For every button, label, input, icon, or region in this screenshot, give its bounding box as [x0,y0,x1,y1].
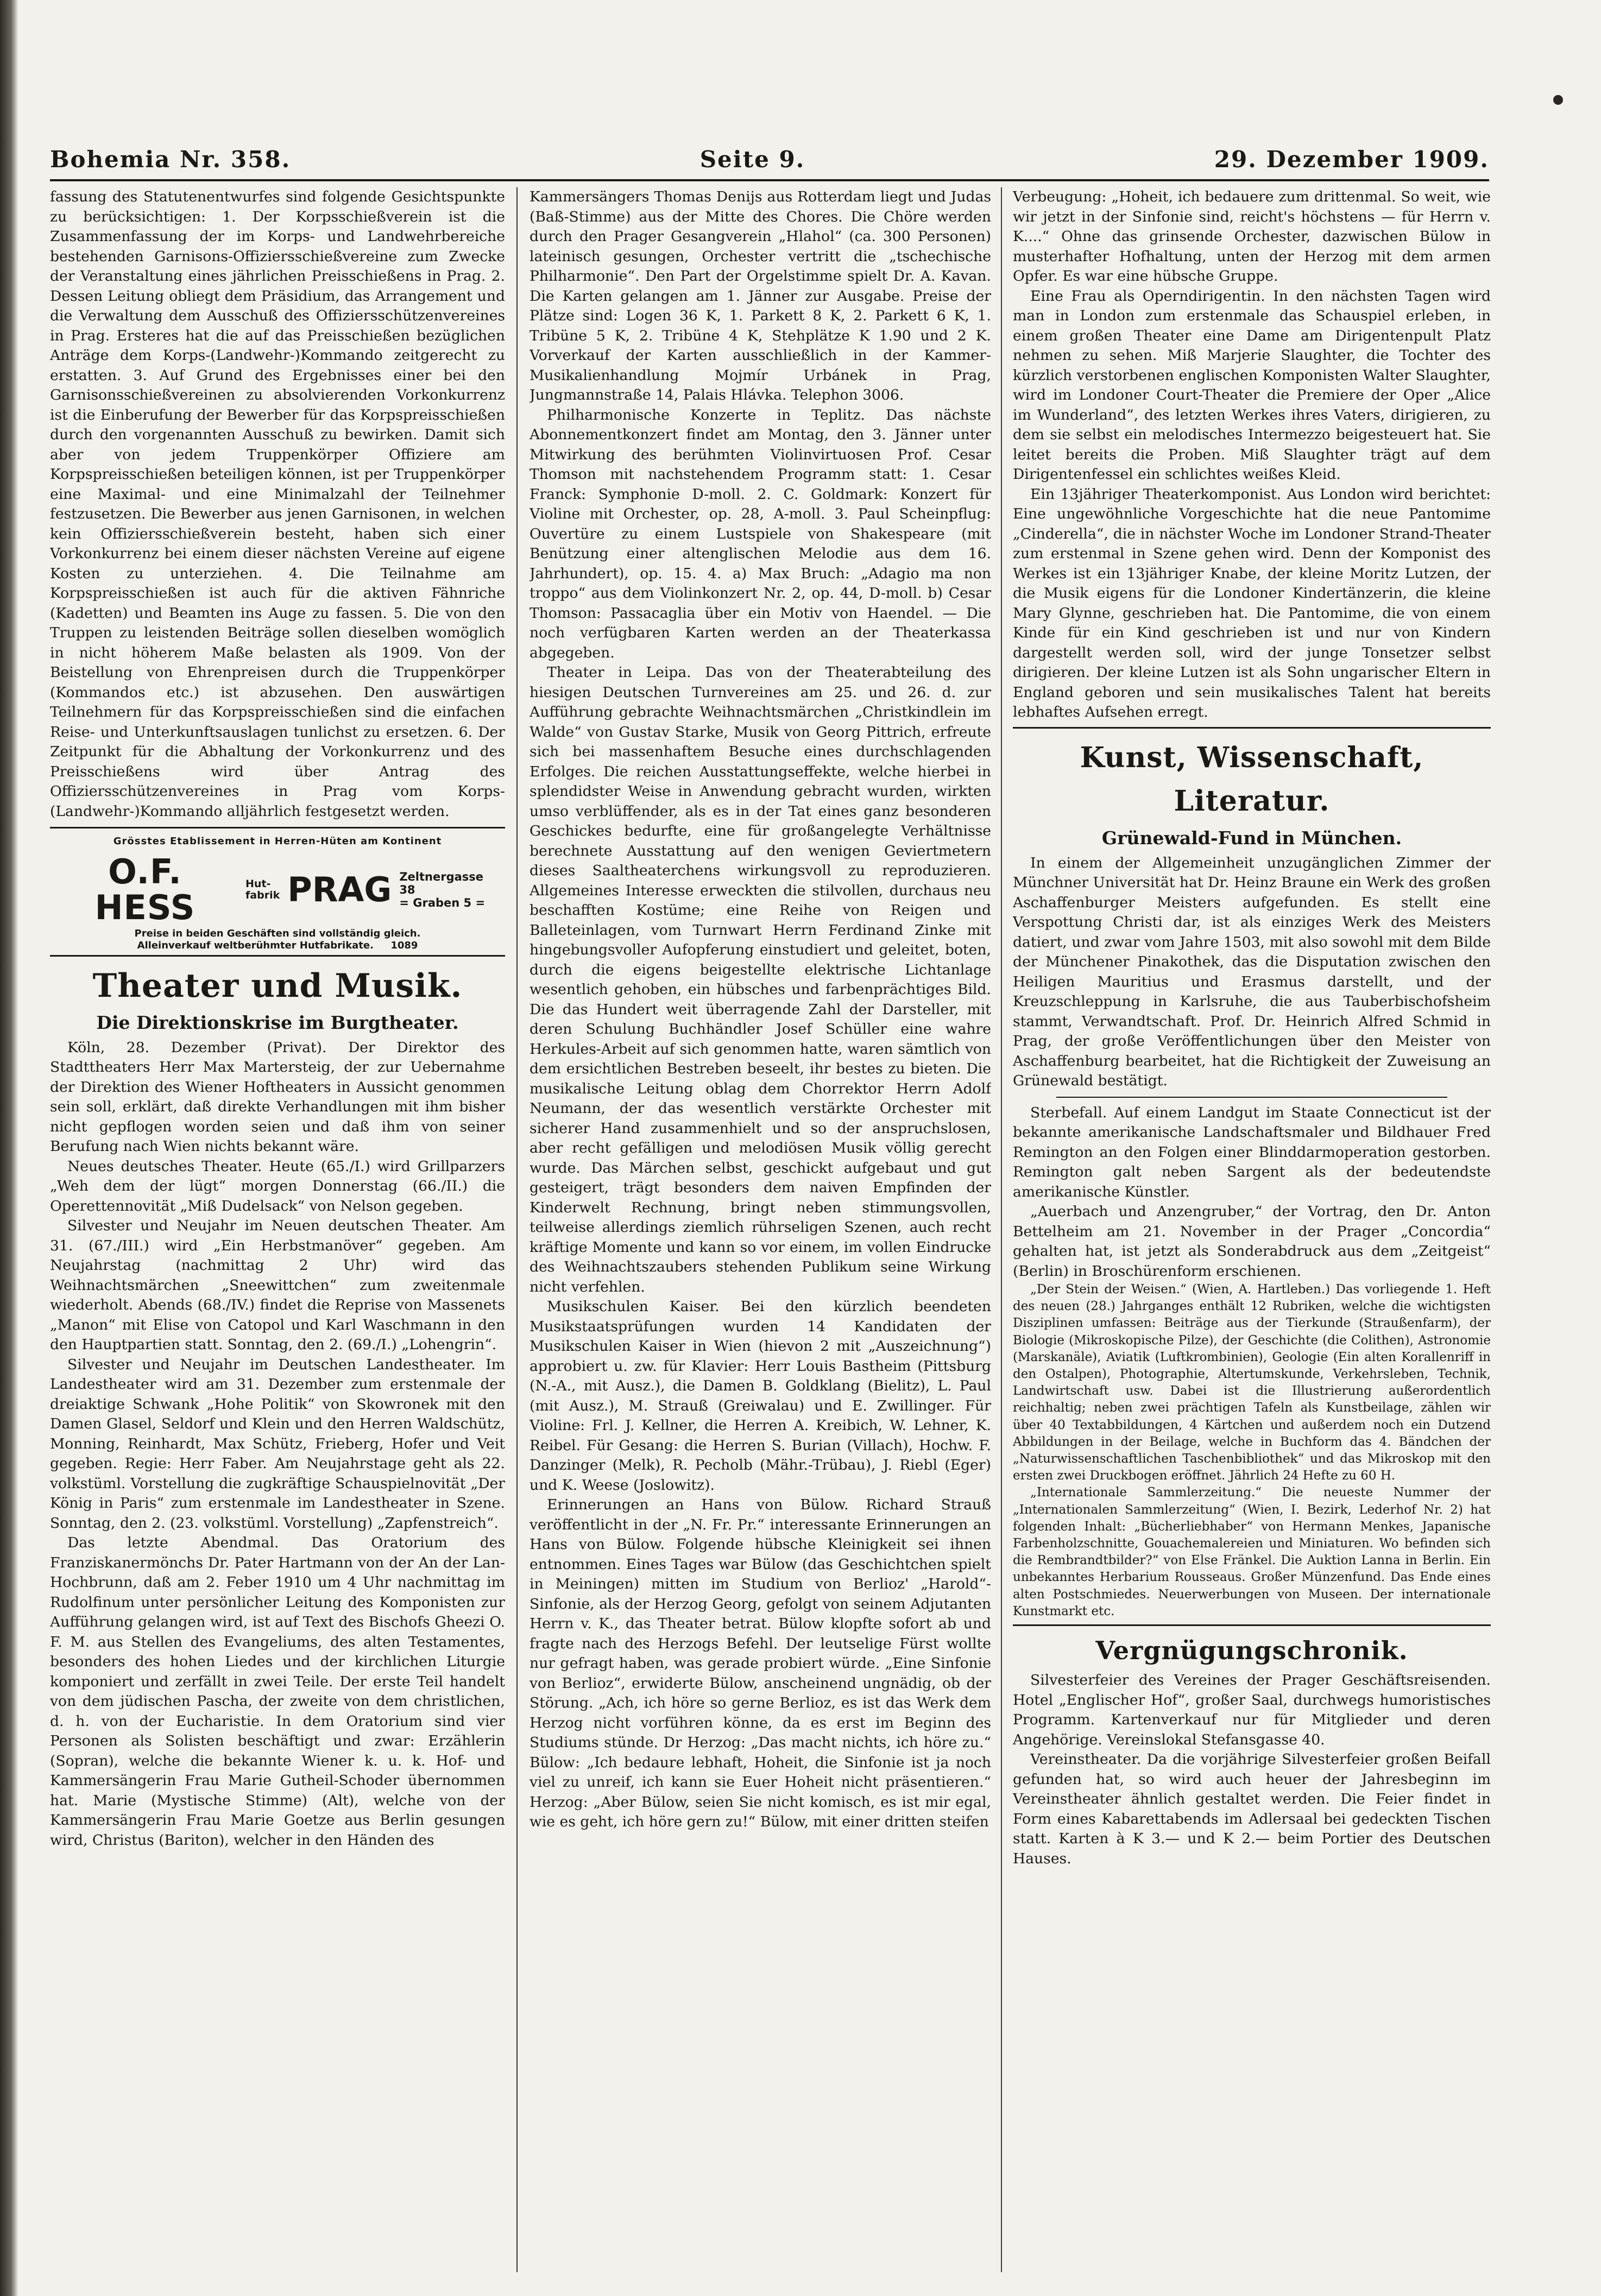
section-rule [1013,1624,1491,1626]
ad-headline: Grösstes Etablissement in Herren-Hüten am Kontinent [113,836,442,847]
article-paragraph: Musikschulen Kaiser. Bei den kürzlich beendeten Musikstaatsprüfungen wurden 14 Kandidaten der Musikschulen Kaiser in Wien (hievon 2 mit „Auszeichnung“) approbiert u. zw. für Klavier: Herr Louis Bastheim (Pittsburg (N.-A., mit Ausz.), die Damen B. Goldklang (Bielitz), L. Paul (mit Ausz.), M. Strauß (Greiwalau) und E. Zwillinger. Für Violine: Frl. J. Kellner, die Herren A. Kreibich, W. Lehner, K. Reibel. Für Gesang: die Herren S. Burian (Villach), Hochw. F. Danzinger (Melk), R. Pecholb (Mähr.-Trübau), J. Riebl (Eger) und K. Weese (Joslowitz). [530,1298,991,1494]
article-divider [1056,1097,1447,1098]
ad-firm-name: O.F. HESS [94,851,196,927]
article-paragraph: Eine Frau als Operndirigentin. In den nächsten Tagen wird man in London zum erstenmale das Schauspiel erleben, in einem großen Theater eine Dame am Dirigentenpult Platz nehmen zu sehen. Miß Marjerie Slaughter, die Tochter des kürzlich verstorbenen englischen Komponisten Walter Slaughter, wird im Londoner Court-Theater die Premiere der Oper „Alice im Wunderland“, des letzten Werkes ihres Vaters, dirigieren, zu dem sie selbst ein melodisches Intermezzo beigesteuert hat. Sie leitet bereits die Proben. Miß Slaughter trägt auf dem Dirigentenfessel ein schlichtes weißes Kleid. [1013,287,1491,483]
column-rule [1001,187,1002,2272]
ad-sole-agency: Alleinverkauf weltberühmter Hutfabrikate. [137,939,374,951]
section-title-kunst: Kunst, Wissenschaft, Literatur. [1080,741,1424,818]
article-headline: Grünewald-Fund in München. [1101,827,1402,849]
section-title-theater: Theater und Musik. [92,966,463,1005]
column-1 [50,187,505,2272]
ad-price-note: Preise in beiden Geschäften sind vollständig gleich. [134,927,421,939]
article-paragraph: In einem der Allgemeinheit unzugänglichen Zimmer der Münchner Universität hat Dr. Heinz Braune ein Werk des großen Aschaffenburger Meisters aufgefunden. Es stellt eine Verspottung Christi dar, ist als einziges Werk des Meisters datiert, und zwar vom Jahre 1503, mit also sowohl mit dem Bilde der Münchener Pinakothek, das die Disputation zwischen den Heiligen Mauritius und Erasmus darstellt, und der Kreuzschleppung in Karlsruhe, die aus Tauberbischofsheim stammt, Verwandtschaft. Prof. Dr. Heinrich Alfred Schmid in Prag, der große Veröffentlichungen über den Meister von Aschaffenburg bearbeitet, hat die Richtigkeit der Zuweisung an Grünewald bestätigt. [1013,854,1491,1089]
article-paragraph: Theater in Leipa. Das von der Theaterabteilung des hiesigen Deutschen Turnvereines am 25. und 26. d. zur Aufführung gebrachte Weihnachtsmärchen „Christkindlein im Walde“ von Gustav Starke, Musik von Georg Pittrich, erfreute sich bei massenhaftem Besuche eines durchschlagenden Erfolges. Die reichen Ausstattungseffekte, welche hierbei in splendidster Weise in Anwendung gebracht wurden, wirkten umso verblüffender, als es in der Tat eines ganz besonderen Geschickes bedurfte, eine für großangelegte Verhältnisse berechnete Ausstattung auf den wenigen Geviertmetern dieses Saaltheaterchens wirkungsvoll zu reproduzieren. Allgemeines Interesse erweckten die stilvollen, durchaus neu beschafften Kostüme; eine Reihe von Reigen und Balleteinlagen, vom Turnwart Herrn Ferdinand Zinke mit hingebungsvoller Aufopferung einstudiert und geleitet, boten, durch die eigens beigestellte elektrische Lichtanlage wesentlich gehoben, ein hübsches und farbenprächtiges Bild. Die das Hundert weit überragende Zahl der Darsteller, mit deren Schulung Buchhändler Josef Schüller eine wahre Herkules-Arbeit auf sich genommen hatte, waren sämtlich von dem ersichtlichen Bestreben beseelt, ihr bestes zu bieten. Die musikalische Leitung oblag dem Chorrektor Herrn Adolf Neumann, der das wesentlich verstärkte Orchester mit sicherer Hand zusammenhielt und so der anspruchslosen, aber recht gefälligen und melodiösen Musik völlig gerecht wurde. Das Märchen selbst, geschickt aufgebaut und gut gesteigert, trägt besonders dem naiven Empfinden der Kinderwelt Rechnung, bringt neben stimmungsvollen, teilweise allerdings ziemlich rührseligen Szenen, auch recht kräftige Momente und kann so vor einem, im vollen Eindrucke des Weihnachtszaubers stehenden Publikum seine Wirkung nicht verfehlen. [530,664,991,1295]
article-paragraph: Das letzte Abendmal. Das Oratorium des Franziskanermönchs Dr. Pater Hartmann von der An der Lan-Hochbrunn, daß am 2. Feber 1910 um 4 Uhr nachmittag im Rudolfinum unter persönlicher Leitung des Komponisten zur Aufführung gelangen wird, ist auf Text des Bischofs Gheezi O. F. M. aus Stellen des Evangeliums, des alten Testamentes, besonders des hohen Liedes und der kirchlichen Liturgie komponiert und zerfällt in zwei Teile. Der erste Teil handelt von dem jüdischen Pascha, der zweite von dem christlichen, d. h. von der Eucharistie. In dem Oratorium sind vier Personen als Solisten beschäftigt und zwar: Erzählerin (Sopran), welche die bekannte Wiener k. u. k. Hof- und Kammersängerin Frau Marie Gutheil-Schoder übernommen hat. Marie (Mystische Stimme) (Alt), welche von der Kammersängerin Frau Marie Goetze aus Berlin gesungen wird, Christus (Bariton), welcher in den Händen des [50,1534,505,1849]
ink-dot [1553,95,1563,105]
ad-firm-type-1: Hut- [245,877,271,890]
column-2 [530,187,991,2272]
article-paragraph: Silvesterfeier des Vereines der Prager Geschäftsreisenden. Hotel „Englischer Hof“, großer Saal, durchwegs humoristisches Programm. Kartenverkauf nur für Mitglieder und deren Angehörige. Vereinslokal Stefansgasse 40. [1013,1672,1491,1748]
article-paragraph: Erinnerungen an Hans von Bülow. Richard Strauß veröffentlicht in der „N. Fr. Pr.“ interessante Erinnerungen an Hans von Bülow. Folgende hübsche Kleinigkeit sei ihnen entnommen. Eines Tages war Bülow (das Geschichtchen spielt in Meiningen) mitten im Studium von Berlioz' „Harold“-Sinfonie, als der Herzog Georg, gefolgt von seinem Adjutanten Herrn v. K., das Theater betrat. Bülow klopfte sofort ab und fragte nach des Herzogs Befehl. Der leutselige Fürst wollte nur gefragt haben, was gerade probiert würde. „Eine Sinfonie von Berlioz“, erwiderte Bülow, anscheinend ungnädig, ob der Störung. „Ach, ich höre so gerne Berlioz, es ist das Werk dem Herzog nicht vorführen könne, da es erst im Beginn des Studiums stünde. Dr Herzog: „Das macht nichts, ich höre zu.“ Bülow: „Ich bedaure lebhaft, Hoheit, die Sinfonie ist ja noch viel zu unreif, ich kann sie Euer Hoheit nicht präsentieren.“ Herzog: „Aber Bülow, seien Sie nicht komisch, es ist mir egal, wie es geht, ich höre gern zu!“ Bülow, mit einer dritten steifen [530,1496,991,1830]
section-rule [1013,727,1491,729]
header-date: 29. Dezember 1909. [1214,146,1489,173]
article-paragraph: „Auerbach und Anzengruber,“ der Vortrag, den Dr. Anton Bettelheim am 21. November in der Prager „Concordia“ gehalten hat, ist jetzt als Sonderabdruck aus dem „Zeitgeist“ (Berlin) in Broschürenform erschienen. [1013,1203,1491,1280]
ad-firm-type-2: fabrik [245,889,280,901]
article-paragraph: Silvester und Neujahr im Neuen deutschen Theater. Am 31. (67./III.) wird „Ein Herbstmanöver“ gegeben. Am Neujahrstag (nachmittag 2 Uhr) wird das Weihnachtsmärchen „Sneewittchen“ zum zweitenmale wiederholt. Abends (68./IV.) findet die Reprise von Massenets „Manon“ mit Elise von Catopol und Karl Waschmann in den den Hauptpartien statt. Sonntag, den 2. (69./I.) „Lohengrin“. [50,1217,505,1353]
article-paragraph: fassung des Statutenentwurfes sind folgende Gesichtspunkte zu berücksichtigen: 1. Der Korpsschießverein ist die Zusammenfassung der im Korps- und Landwehrbereiche bestehenden Garnisons-Offiziersschießvereine zum Zwecke der Veranstaltung eines jährlichen Preisschießens in Prag. 2. Dessen Leitung obliegt dem Präsidium, das Arrangement und die Verwaltung dem Ausschuß des Offiziersschützenvereines in Prag. Ersteres hat die auf das Preisschießen bezüglichen Anträge dem Korps-(Landwehr-)Kommando zeitgerecht zu erstatten. 3. Auf Grund des Ergebnisses einer bei den Garnisonsschießvereinen zu absolvierenden Vorkonkurrenz ist die Einberufung der Bewerber für das Korpspreisschießen durch den vorgenannten Ausschuß zu bewirken. Damit sich aber von jedem Truppenkörper Offiziere am Korpspreisschießen beteiligen können, ist per Truppenkörper eine Maximal- und eine Minimalzahl der Teilnehmer festzusetzen. Die Bewerber aus jenen Garnisonen, in welchen kein Offiziersschießverein besteht, haben sich einer Vorkonkurrenz bei einem dieser nächsten Vereine auf eigene Kosten zu unterziehen. 4. Die Teilnahme am Korpspreisschießen ist auch für die aktiven Fähnriche (Kadetten) und Beamten ins Auge zu fassen. 5. Die von den Truppen zu leistenden Beiträge sollen dieselben womöglich in nicht höherem Maße belasten als 1909. Von der Beistellung von Ehrenpreisen durch die Truppenkörper (Kommandos etc.) ist abzusehen. Den auswärtigen Teilnehmern für das Korpspreisschießen sind die einfachen Reise- und Unterkunftsauslagen tunlichst zu ersetzen. 6. Der Zeitpunkt für die Abhaltung der Vorkonkurrenz und des Preisschießens wird über Antrag des Offiziersschützenvereines in Prag vom Korps-(Landwehr-)Kommando alljährlich festgesetzt werden. [50,188,505,820]
binding-edge [0,0,18,2296]
article-paragraph: Verbeugung: „Hoheit, ich bedauere zum drittenmal. So weit, wie wir jetzt in der Sinfonie sind, reicht's höchstens — für Herrn v. K....“ Ohne das grinsende Orchester, dazwischen Bülow in musterhafter Hofhaltung, unten der Herzog mit dem armen Opfer. Es war eine hübsche Gruppe. [1013,188,1491,284]
header-rule [50,179,1489,181]
article-paragraph: Köln, 28. Dezember (Privat). Der Direktor des Stadttheaters Herr Max Martersteig, der zur Uebernahme der Direktion des Wiener Hoftheaters in Aussicht genommen sein soll, erklärt, daß direkte Verhandlungen mit ihm bisher nicht gepflogen worden seien und daß ihm von seiner Berufung nach Wien nichts bekannt wäre. [50,1039,505,1155]
article-paragraph: Kammersängers Thomas Denijs aus Rotterdam liegt und Judas (Baß-Stimme) aus der Mitte des Chores. Die Chöre werden durch den Prager Gesangverein „Hlahol“ (ca. 300 Personen) lateinisch gesungen, Orchester vertritt die „tschechische Philharmonie“. Den Part der Orgelstimme spielt Dr. A. Kavan. Die Karten gelangen am 1. Jänner zur Ausgabe. Preise der Plätze sind: Logen 36 K, 1. Parkett 8 K, 2. Parkett 6 K, 1. Tribüne 5 K, 2. Tribüne 4 K, Stehplätze K 1.90 und 2 K. Vorverkauf der Karten ausschließlich in der Kammer-Musikalienhandlung Mojmír Urbánek in Prag, Jungmannstraße 14, Palais Hlávka. Telephon 3006. [530,188,991,403]
ad-number: 1089 [390,939,418,951]
article-paragraph: Philharmonische Konzerte in Teplitz. Das nächste Abonnementkonzert findet am Montag, den 3. Jänner unter Mitwirkung des berühmten Violinvirtuosen Prof. Cesar Thomson mit nachstehendem Programm statt: 1. Cesar Franck: Symphonie D-moll. 2. C. Goldmark: Konzert für Violine mit Orchester, op. 28, A-moll. 3. Paul Scheinpflug: Ouvertüre zu einem Lustspiele von Shakespeare (mit Benützung einer altenglischen Melodie aus dem 16. Jahrhundert), op. 15. 4. a) Max Bruch: „Adagio ma non troppo“ aus dem Violinkonzert Nr. 2, op. 44, D-moll. b) Cesar Thomson: Passacaglia über ein Motiv von Haendel. — Die noch verfügbaren Karten werden an der Theaterkassa abgegeben. [530,406,991,661]
column-rule [516,187,518,2272]
article-paragraph: Ein 13jähriger Theaterkomponist. Aus London wird berichtet: Eine ungewöhnliche Vorgeschichte hat die neue Pantomime „Cinderella“, die in nächster Woche im Londoner Strand-Theater zum erstenmal in Szene gehen wird. Denn der Komponist des Werkes ist ein 13jähriger Knabe, der kleine Moritz Lutzen, der die Musik eigens für die Londoner Kindertänzerin, die kleine Mary Glynne, geschrieben hat. Die Pantomime, die von einem Kinde für ein Kind geschrieben ist und nur von Kindern dargestellt werden soll, wird der junge Tonsetzer selbst dirigieren. Der kleine Lutzen ist als Sohn ungarischer Eltern in England geboren und sein musikalisches Talent hat bereits lebhaftes Aufsehen erregt. [1013,485,1491,720]
ad-address-1: Zeltnergasse 38 [399,870,484,896]
ad-main-line [52,851,503,927]
advertisement-hess [50,827,505,957]
running-head [50,129,1489,173]
section-title-vergnuegung: Vergnügungschronik. [1095,1636,1408,1666]
article-headline: Die Direktionskrise im Burgtheater. [96,1011,459,1033]
article-paragraph: Silvester und Neujahr im Deutschen Landestheater. Im Landestheater wird am 31. Dezember zum erstenmale der dreiaktige Schwank „Hohe Politik“ von Skowronek mit den Damen Glasel, Seldorf und Klein und den Herren Waldschütz, Monning, Reinhardt, Max Schütz, Frieberg, Hofer und Veit gegeben. Regie: Herr Faber. Am Neujahrstage geht als 22. volkstüml. Vorstellung die zugkräftige Schauspielnovität „Der König in Paris“ zum erstenmale im Landestheater in Szene. Sonntag, den 2. (23. volkstüml. Vorstellung) „Zapfenstreich“. [50,1356,505,1532]
article-paragraph: „Internationale Sammlerzeitung.“ Die neueste Nummer der „Internationalen Sammlerzeitung“ (Wien, I. Bezirk, Lederhof Nr. 2) hat folgenden Inhalt: „Bücherliebhaber“ von Hermann Menkes, Japanische Farbenholzschnitte, Gouachemalereien und Miniaturen. Wo befinden sich die Rembrandtbilder?“ von Else Fränkel. Die Auktion Lanna in Berlin. Ein unbekanntes Herbarium Rousseaus. Großer Münzenfund. Das Ende eines alten Postschmiedes. Neuerwerbungen von Museen. Der internationale Kunstmarkt etc. [1013,1485,1491,1618]
article-paragraph: „Der Stein der Weisen.“ (Wien, A. Hartleben.) Das vorliegende 1. Heft des neuen (28.) Jahrganges enthält 12 Rubriken, welche die wichtigsten Disziplinen umfassen: Beiträge aus der Tierkunde (Straußenfarm), der Biologie (Mikroskopische Pilze), der Geschichte (die Colithen), Astronomie (Marskanäle), Aviatik (Luftkrombinien), Geologie (Ein alten Korallenriff in den Ostalpen), Photographie, Altertumskunde, Verkehrsleben, Technik, Landwirtschaft usw. Dabei ist die Illustrierung außerordentlich reichhaltig; neben zwei prächtigen Tafeln als Kunstbeilage, zählen wir über 40 Textabbildungen, 4 Kärtchen und außerdem noch ein Dutzend Abbildungen in der Beilage, welche in Buchform das 4. Bändchen der „Naturwissenschaftlichen Taschenbibliothek“ und das Mikroskop mit den ersten zwei Druckbogen eröffnet. Jährlich 24 Hefte zu 60 H. [1013,1282,1491,1483]
ad-firm-type [245,878,280,901]
ad-city: PRAG [287,869,392,909]
ad-footer [52,940,503,952]
column-3 [1013,187,1491,2272]
article-paragraph: Vereinstheater. Da die vorjährige Silvesterfeier großen Beifall gefunden hat, so wird auch heuer der Jahresbeginn im Vereinstheater ähnlich gestaltet werden. Die Feier findet in Form eines Kabarettabends im Adlersaal bei gedeckten Tischen statt. Karten à K 3.— und K 2.— beim Portier des Deutschen Hauses. [1013,1751,1491,1867]
ad-address-2: = Graben 5 = [399,896,486,909]
ad-address [399,870,503,909]
header-page-number: Seite 9. [699,146,805,173]
article-paragraph: Neues deutsches Theater. Heute (65./I.) wird Grillparzers „Weh dem der lügt“ morgen Donnerstag (66./II.) die Operettennovität „Miß Dudelsack“ von Nelson gegeben. [50,1158,505,1215]
header-issue: Bohemia Nr. 358. [50,146,291,173]
article-paragraph: Sterbefall. Auf einem Landgut im Staate Connecticut ist der bekannte amerikanische Landschaftsmaler und Bildhauer Fred Remington an den Folgen einer Blinddarmoperation gestorben. Remington galt neben Sargent als der bedeutendste amerikanische Künstler. [1013,1104,1491,1200]
